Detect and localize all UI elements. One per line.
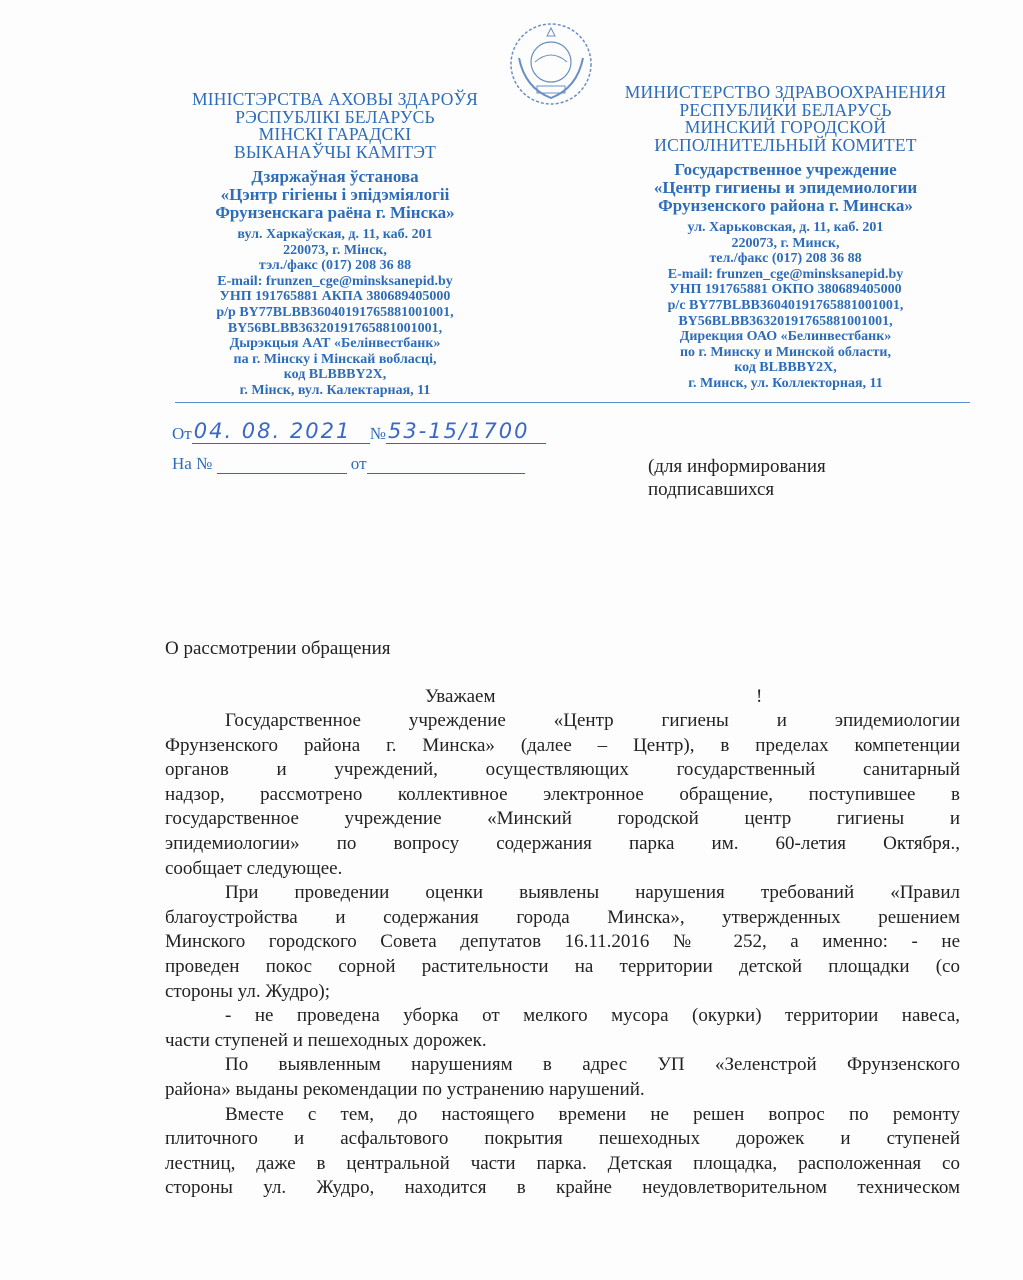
- paragraph-line: лестниц, даже в центральной части парка. Детская площадка, расположенная со: [165, 1152, 960, 1174]
- paragraph-line: - не проведена уборка от мелкого мусора (окурки) территории навеса,: [225, 1005, 960, 1027]
- header-line: ВЫКАНАЎЧЫ КАМІТЭТ: [234, 141, 436, 162]
- header-line: р/с BY77BLBB36040191765881001001,: [667, 297, 904, 313]
- organization-name: [165, 168, 505, 222]
- header-line: вул. Харкаўская, д. 11, каб. 201: [237, 227, 433, 242]
- organization-name: [598, 161, 973, 215]
- paragraph: [165, 1103, 960, 1201]
- letter-body: [165, 709, 960, 1201]
- header-line: Фрунзенскага раёна г. Мінска»: [215, 203, 455, 222]
- header-line: Государственное учреждение: [674, 160, 897, 179]
- paragraph-line: Минского городского Совета депутатов 16.11.2016 № 252, а именно: - не: [165, 931, 960, 953]
- header-line: МИНИСТЕРСТВО ЗДРАВООХРАНЕНИЯ: [624, 82, 947, 102]
- state-emblem-icon: [505, 18, 597, 110]
- header-line: «Цэнтр гігіены і эпідэміялогіі: [220, 185, 450, 204]
- header-line: BY56BLBB36320191765881001001,: [678, 313, 893, 329]
- paragraph-line: государственное учреждение «Минский городской центр гигиены и: [165, 808, 960, 830]
- header-line: РЭСПУБЛІКІ БЕЛАРУСЬ: [235, 106, 435, 127]
- header-line: УНП 191765881 АКПА 380689405000: [219, 289, 451, 305]
- header-line: тел./факс (017) 208 36 88: [709, 251, 862, 267]
- reply-number-label: На №: [172, 454, 213, 473]
- header-line: Дзяржаўная ўстанова: [251, 167, 419, 186]
- addressee-line: подписавшихся: [648, 479, 775, 500]
- header-line: код BLBBBY2X,: [734, 360, 837, 376]
- header-line: р/р BY77BLBB36040191765881001001,: [216, 304, 454, 320]
- header-line: тэл./факс (017) 208 36 88: [258, 258, 412, 274]
- paragraph-line: Фрунзенского района г. Минска» (далее – Центр), в пределах компетенции: [165, 734, 960, 756]
- header-line: МІНІСТЭРСТВА АХОВЫ ЗДАРОЎЯ: [191, 89, 479, 109]
- header-line: E-mail: frunzen_cge@minsksanepid.by: [217, 273, 453, 289]
- header-line: «Центр гигиены и эпидемиологии: [653, 178, 918, 197]
- paragraph-line: плиточного и асфальтового покрытия пешеходных дорожек и ступеней: [165, 1128, 960, 1150]
- header-line: РЕСПУБЛИКИ БЕЛАРУСЬ: [679, 99, 892, 120]
- paragraph: [165, 709, 960, 881]
- header-line: Дырэкцыя ААТ «Белінвестбанк»: [229, 336, 441, 352]
- header-line: код BLBBBY2X,: [283, 367, 387, 383]
- header-line: МІНСКІ ГАРАДСКІ: [258, 124, 412, 144]
- paragraph-line: части ступеней и пешеходных дорожек.: [165, 1029, 487, 1051]
- letter-number: 53-15/1700: [387, 419, 530, 443]
- header-line: УНП 191765881 ОКПО 380689405000: [669, 282, 902, 298]
- reply-registration: [172, 454, 525, 474]
- header-line: г. Мінск, вул. Калектарная, 11: [239, 382, 431, 398]
- header-line: 220073, г. Мінск,: [283, 242, 387, 258]
- paragraph-line: проведен покос сорной растительности на территории детской площадки (со: [165, 955, 960, 977]
- paragraph-line: сообщает следующее.: [165, 857, 343, 879]
- addressee: [648, 455, 826, 501]
- paragraph-line: При проведении оценки выявлены нарушения требований «Правил: [225, 882, 960, 904]
- paragraph-line: благоустройства и содержания города Минска», утвержденных решением: [165, 906, 960, 928]
- paragraph-line: Вместе с тем, до настоящего времени не решен вопрос по ремонту: [225, 1103, 960, 1125]
- number-label: №: [369, 424, 386, 443]
- header-belarusian: [165, 91, 505, 399]
- header-line: 220073, г. Минск,: [731, 235, 840, 251]
- paragraph: [165, 1004, 960, 1053]
- header-line: E-mail: frunzen_cge@minsksanepid.by: [667, 266, 904, 282]
- paragraph-line: Государственное учреждение «Центр гигиены и эпидемиологии: [225, 710, 960, 731]
- header-line: Фрунзенского района г. Минска»: [658, 196, 913, 215]
- header-line: па г. Мінску і Мінскай вобласці,: [233, 351, 437, 367]
- header-line: ИСПОЛНИТЕЛЬНЫЙ КОМИТЕТ: [654, 134, 917, 155]
- ministry-title: [598, 84, 973, 154]
- subject: О рассмотрении обращения: [165, 638, 391, 659]
- organization-address: [165, 227, 505, 399]
- ministry-title: [165, 91, 505, 161]
- paragraph-line: района» выданы рекомендации по устранению нарушений.: [165, 1078, 645, 1100]
- header-line: г. Минск, ул. Коллекторная, 11: [688, 375, 883, 391]
- paragraph-line: надзор, рассмотрено коллективное электронное обращение, поступившее в: [165, 783, 960, 805]
- header-line: ул. Харьковская, д. 11, каб. 201: [687, 220, 884, 235]
- header-line: МИНСКИЙ ГОРОДСКОЙ: [684, 117, 887, 137]
- organization-address: [598, 220, 973, 392]
- reply-from-label: от: [350, 454, 367, 473]
- salutation-end: !: [756, 686, 763, 707]
- paragraph-line: стороны ул. Жудро, находится в крайне неудовлетворительном техническом: [165, 1177, 960, 1199]
- paragraph-line: эпидемиологии» по вопросу содержания парка им. 60-летия Октября.,: [165, 832, 960, 854]
- header-line: по г. Минску и Минской области,: [679, 344, 891, 360]
- paragraph: [165, 1053, 960, 1102]
- addressee-line: (для информирования: [648, 456, 826, 477]
- header-russian: [598, 84, 973, 392]
- salutation: Уважаем: [425, 686, 496, 707]
- header-line: Дирекция ОАО «Белинвестбанк»: [679, 329, 892, 345]
- outgoing-registration: [172, 419, 546, 444]
- paragraph-line: По выявленным нарушениям в адрес УП «Зеленстрой Фрунзенского: [225, 1054, 960, 1076]
- letter-date: 04. 08. 2021: [193, 419, 352, 443]
- header-line: BY56BLBB36320191765881001001,: [227, 320, 443, 336]
- paragraph-line: стороны ул. Жудро);: [165, 980, 330, 1002]
- paragraph-line: органов и учреждений, осуществляющих государственный санитарный: [165, 759, 960, 781]
- from-label: От: [172, 424, 192, 443]
- paragraph: [165, 881, 960, 1004]
- header-divider: [175, 402, 970, 403]
